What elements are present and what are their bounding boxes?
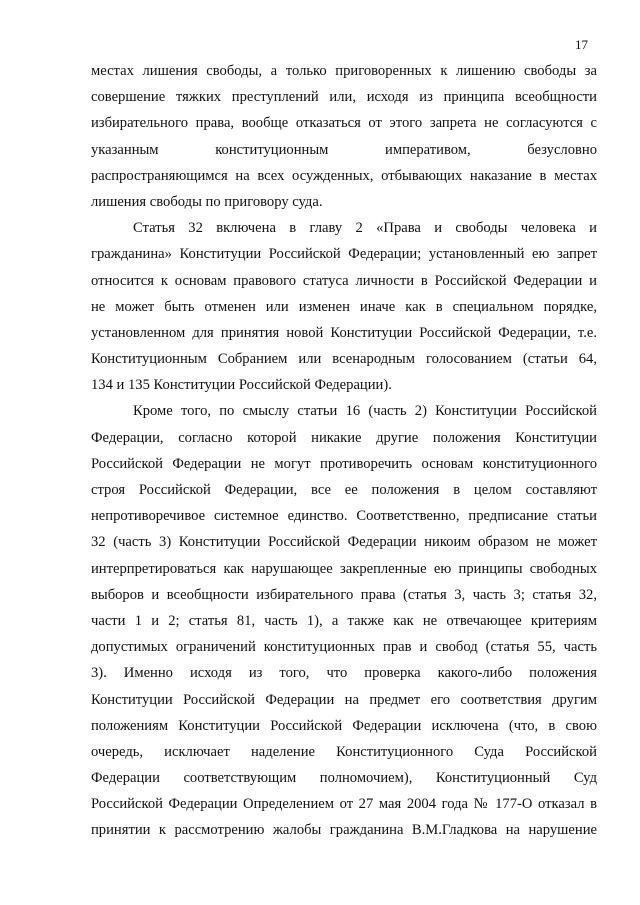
text-line: 32 (часть 3) Конституции Российской Федерации никоим образом не может	[91, 534, 597, 551]
text-line: относится к основам правового статуса личности в Российской Федерации и	[91, 272, 597, 289]
text-line: лишения свободы по приговору суда.	[91, 193, 323, 210]
text-line: 3). Именно исходя из того, что проверка какого-либо положения	[91, 665, 597, 682]
text-line: принятии к рассмотрению жалобы гражданина В.М.Гладкова на нарушение	[91, 822, 597, 839]
text-line: Конституции Российской Федерации на предмет его соответствия другим	[91, 691, 597, 708]
text-line: Российской Федерации не могут противоречить основам конституционного	[91, 455, 597, 472]
text-line: части 1 и 2; статья 81, часть 1), а также как не отвечающее критериям	[91, 612, 597, 629]
text-line: местах лишения свободы, а только приговоренных к лишению свободы за	[91, 63, 597, 79]
text-line: гражданина» Конституции Российской Федерации; установленный ею запрет	[91, 246, 597, 263]
text-line: Конституционным Собранием или всенародным голосованием (статьи 64,	[91, 351, 597, 368]
text-line: Федерации соответствующим полномочием), Конституционный Суд	[91, 770, 597, 787]
text-line: строя Российской Федерации, все ее положения в целом составляют	[91, 482, 597, 498]
text-line: распространяющимся на всех осужденных, отбывающих наказание в местах	[91, 167, 597, 184]
text-line: 134 и 135 Конституции Российской Федерации).	[91, 377, 392, 394]
text-line: допустимых ограничений конституционных прав и свобод (статья 55, часть	[91, 639, 597, 656]
text-line: не может быть отменен или изменен иначе как в специальном порядке,	[91, 298, 597, 315]
text-line: выборов и всеобщности избирательного права (статья 3, часть 3; статья 32,	[91, 586, 597, 603]
text-line: Статья 32 включена в главу 2 «Права и свободы человека и	[133, 220, 597, 237]
text-line: избирательного права, вообще отказаться от этого запрета не согласуются с	[91, 115, 597, 132]
text-line: положениям Конституции Российской Федерации исключена (что, в свою	[91, 717, 597, 734]
page-number: 17	[575, 37, 588, 52]
text-line: указанным конституционным императивом, безусловно	[91, 141, 597, 158]
text-line: установленном для принятия новой Конституции Российской Федерации, т.е.	[91, 324, 597, 341]
text-line: Федерации, согласно которой никакие другие положения Конституции	[91, 429, 597, 446]
text-line: Российской Федерации Определением от 27 мая 2004 года № 177-О отказал в	[91, 796, 597, 813]
text-line: совершение тяжких преступлений или, исходя из принципа всеобщности	[91, 89, 597, 106]
body-text	[91, 58, 597, 844]
text-line: Кроме того, по смыслу статьи 16 (часть 2) Конституции Российской	[133, 403, 597, 420]
text-line: интерпретироваться как нарушающее закрепленные ею принципы свободных	[91, 560, 597, 577]
text-line: очередь, исключает наделение Конституционного Суда Российской	[91, 743, 597, 760]
text-line: непротиворечивое системное единство. Соответственно, предписание статьи	[91, 508, 597, 525]
